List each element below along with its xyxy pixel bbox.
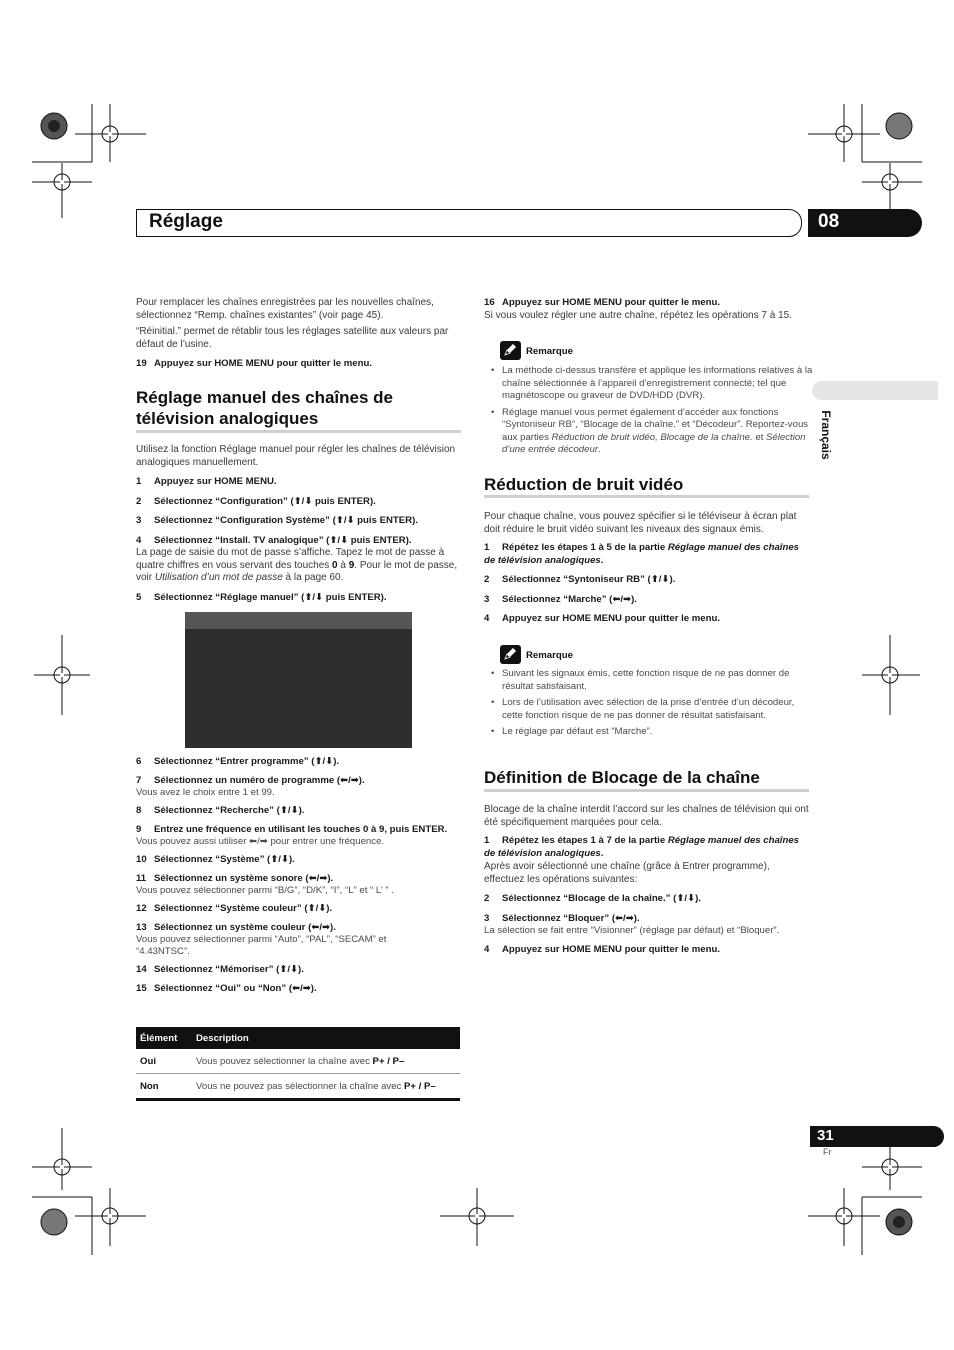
section-intro: Utilisez la fonction Réglage manuel pour régler les chaînes de télévision analogiques manuellement. xyxy=(136,444,456,468)
note-item: • La méthode ci-dessus transfère et applique les informations relatives à la chaîne sélectionnée à l’appareil d’enregistrement connecté; tel que magnétoscope ou graveur de DVD/HDD (DVR). xyxy=(502,365,814,403)
cross-reference: Réduction de bruit vidéo, Blocage de la chaîne. xyxy=(551,431,753,443)
step-text: Appuyez sur HOME MENU pour quitter le menu. xyxy=(154,358,373,369)
step-text: Sélectionnez “Bloquer” (⬅/➡). xyxy=(502,912,640,924)
note-pencil-icon xyxy=(500,645,521,664)
cross-reference: Réglage manuel des chaînes de télévision analogiques xyxy=(484,835,800,859)
section-title-noise-reduction: Réduction de bruit vidéo xyxy=(484,475,684,494)
step-text: Appuyez sur HOME MENU pour quitter le menu. xyxy=(502,944,721,955)
step-note: Vous pouvez aussi utiliser ⬅/➡ pour entrer une fréquence. xyxy=(136,836,385,847)
cross-reference: Réglage manuel des chaînes de télévision analogiques xyxy=(484,542,800,566)
section-3-intro: Blocage de la chaîne interdit l’accord sur les chaînes de télévision qui ont été spécifiquement marquées pour cela. xyxy=(484,804,809,828)
section-3-step-1 xyxy=(484,835,812,860)
step-text: Appuyez sur HOME MENU pour quitter le menu. xyxy=(502,613,721,624)
step-number: 4 xyxy=(484,944,490,955)
step-12 xyxy=(136,903,466,916)
step-number: 14 xyxy=(136,964,147,975)
text: à xyxy=(337,559,349,571)
language-label: Français xyxy=(819,410,833,460)
step-9 xyxy=(136,824,466,849)
step-text: Sélectionnez un système sonore (⬅/➡). xyxy=(154,872,334,884)
step-number: 13 xyxy=(136,921,147,933)
step-1 xyxy=(136,476,466,489)
step-note: Vous pouvez sélectionner parmi “B/G”, “D/K”, “I”, “L” et “ L’ ” . xyxy=(136,885,394,896)
section-rule xyxy=(484,495,809,498)
step-number: 2 xyxy=(136,495,142,507)
key-label: P+ / P– xyxy=(404,1080,436,1092)
step-number: 3 xyxy=(136,515,142,526)
step-text: Sélectionnez “Install. TV analogique” (⬆/⬇ puis ENTER). xyxy=(154,534,412,546)
section-2-intro: Pour chaque chaîne, vous pouvez spécifier si le téléviseur à écran plat doit réduire le bruit vidéo suivant les niveaux des signaux émis. xyxy=(484,511,797,535)
step-text: Sélectionnez “Mémoriser” (⬆/⬇). xyxy=(154,964,304,975)
step-7 xyxy=(136,775,466,800)
text: Réglage manuel vous permet également d’accéder aux fonctions “Syntoniseur RB”, “Blocage de la chaîne.” et “Décodeur”. Reportez-vous aux parties xyxy=(502,406,809,443)
step-number: 2 xyxy=(484,893,490,904)
note-item: • Le réglage par défaut est “Marche”. xyxy=(502,726,814,739)
note-label: Remarque xyxy=(526,650,573,661)
step-number: 7 xyxy=(136,774,142,786)
table-cell-desc xyxy=(192,1074,460,1100)
language-side-tab xyxy=(812,381,938,400)
step-2 xyxy=(136,496,466,509)
step-note: La sélection se fait entre “Visionner” (réglage par défaut) et “Bloquer”. xyxy=(484,925,780,936)
intro-paragraph-1: Pour remplacer les chaînes enregistrées par les nouvelles chaînes, sélectionnez “Remp. chaînes existantes” (voir page 45). xyxy=(136,297,434,321)
step-text: Sélectionnez “Système” (⬆/⬇). xyxy=(154,854,295,865)
step-text: Sélectionnez “Configuration Système” (⬆/⬇ puis ENTER). xyxy=(154,515,418,526)
step-text: . xyxy=(600,847,604,859)
page-number: 31 xyxy=(817,1127,834,1144)
step-text: Sélectionnez “Recherche” (⬆/⬇). xyxy=(154,805,305,816)
step-number: 1 xyxy=(136,476,142,487)
page-language-code: Fr xyxy=(823,1147,832,1157)
step-text: Sélectionnez un numéro de programme (⬅/➡). xyxy=(154,774,365,786)
step-4 xyxy=(484,613,814,626)
step-number: 5 xyxy=(136,592,142,603)
element-table xyxy=(136,1027,460,1101)
step-11 xyxy=(136,873,466,898)
step-16 xyxy=(484,297,810,310)
note-pencil-icon xyxy=(500,341,521,360)
chapter-title: Réglage xyxy=(149,211,223,232)
step-number: 3 xyxy=(484,593,490,605)
note-1-list xyxy=(484,365,814,461)
step-3 xyxy=(484,913,814,938)
tv-screen-illustration xyxy=(185,612,412,748)
step-3 xyxy=(484,594,814,607)
step-number: 2 xyxy=(484,574,490,585)
key-label: P+ / P– xyxy=(372,1055,405,1067)
step-number: 6 xyxy=(136,756,142,767)
step-text: Appuyez sur HOME MENU pour quitter le menu. xyxy=(502,297,721,308)
table-header-row xyxy=(136,1027,460,1049)
step-text: Sélectionnez un système couleur (⬅/➡). xyxy=(154,921,336,933)
step-2 xyxy=(484,574,814,587)
section-rule xyxy=(484,789,809,792)
step-number: 12 xyxy=(136,903,147,914)
cross-reference: Utilisation d’un mot de passe xyxy=(154,572,283,583)
steps-1-4 xyxy=(136,476,466,585)
step-text: Appuyez sur HOME MENU. xyxy=(154,476,277,487)
step-number: 1 xyxy=(484,542,490,553)
step-number: 4 xyxy=(484,613,490,624)
step-8 xyxy=(136,805,466,818)
text: et xyxy=(752,431,767,443)
note-2-list xyxy=(484,668,814,743)
table-cell-key: Oui xyxy=(136,1049,192,1074)
column-header: Élément xyxy=(136,1027,192,1049)
step-text: Sélectionnez “Système couleur” (⬆/⬇). xyxy=(154,903,333,914)
text: à la page 60. xyxy=(282,572,344,583)
step-text: Sélectionnez “Marche” (⬅/➡). xyxy=(502,593,637,605)
step-16-note: Si vous voulez régler une autre chaîne, répétez les opérations 7 à 15. xyxy=(484,310,792,321)
section-title-manual-tuning: Réglage manuel des chaînes de télévision analogiques xyxy=(136,388,393,428)
section-3-steps xyxy=(484,893,814,957)
step-number: 11 xyxy=(136,872,147,884)
step-number: 15 xyxy=(136,982,147,994)
steps-6-15 xyxy=(136,756,466,995)
note-item: • Suivant les signaux émis, cette fonction risque de ne pas donner de résultat satisfaisant. xyxy=(502,668,814,693)
table-cell-desc xyxy=(192,1049,460,1074)
table-cell-key: Non xyxy=(136,1074,192,1100)
page-number-badge xyxy=(810,1126,944,1147)
table-row xyxy=(136,1049,460,1074)
step-13 xyxy=(136,922,466,959)
step-3 xyxy=(136,515,466,528)
step-10 xyxy=(136,854,466,867)
step-text: Sélectionnez “Oui” ou “Non” (⬅/➡). xyxy=(154,982,317,994)
note-label: Remarque xyxy=(526,346,573,357)
step-text: Sélectionnez “Syntoniseur RB” (⬆/⬇). xyxy=(502,574,676,585)
step-number: 10 xyxy=(136,854,147,865)
chapter-number: 08 xyxy=(818,211,840,232)
step-text: . xyxy=(600,554,604,566)
step-text: Entrez une fréquence en utilisant les touches 0 à 9, puis ENTER. xyxy=(154,823,448,835)
step-6 xyxy=(136,756,466,769)
key-9: 9 xyxy=(348,559,355,571)
section-2-steps xyxy=(484,574,814,626)
step-5 xyxy=(136,592,462,605)
step-19 xyxy=(136,358,462,371)
section-title-channel-lock: Définition de Blocage de la chaîne xyxy=(484,768,760,787)
step-number: 9 xyxy=(136,823,142,835)
step-4 xyxy=(136,535,466,548)
step-15 xyxy=(136,983,466,996)
column-header: Description xyxy=(192,1027,460,1049)
screen-header-bar xyxy=(185,612,412,629)
step-note: Vous pouvez sélectionner parmi “Auto”, “PAL”, “SECAM” et “4.43NTSC”. xyxy=(136,934,387,957)
step-text: Répétez les étapes 1 à 5 de la partie xyxy=(502,542,668,553)
text: . Pour le mot de passe, voir xyxy=(136,559,458,583)
step-text: Sélectionnez “Configuration” (⬆/⬇ puis ENTER). xyxy=(154,495,376,507)
step-number: 3 xyxy=(484,912,490,924)
step-text: Sélectionnez “Entrer programme” (⬆/⬇). xyxy=(154,756,340,767)
step-note: Vous avez le choix entre 1 et 99. xyxy=(136,787,275,798)
section-3-step-1-note: Après avoir sélectionné une chaîne (grâce à Entrer programme), effectuez les opérations suivantes: xyxy=(484,861,770,885)
step-number: 19 xyxy=(136,358,147,369)
step-4 xyxy=(484,944,814,957)
table-row xyxy=(136,1074,460,1100)
step-4-note xyxy=(136,547,462,585)
step-number: 1 xyxy=(484,835,490,846)
section-2-step-1 xyxy=(484,542,812,567)
text: Vous pouvez sélectionner la chaîne avec xyxy=(196,1055,373,1067)
text: Vous ne pouvez pas sélectionner la chaîne avec xyxy=(196,1080,405,1092)
section-rule xyxy=(136,430,461,433)
step-text: Sélectionnez “Réglage manuel” (⬆/⬇ puis ENTER). xyxy=(154,592,387,603)
note-item xyxy=(502,407,814,457)
step-14 xyxy=(136,964,466,977)
text: La page de saisie du mot de passe s’affiche. Tapez le mot de passe à quatre chiffres en vous servant des touches xyxy=(136,547,445,571)
step-text: Sélectionnez “Blocage de la chaîne.” (⬆/⬇). xyxy=(502,893,701,904)
step-number: 16 xyxy=(484,297,495,308)
step-number: 4 xyxy=(136,534,142,546)
cross-reference: Sélection d’une entrée décodeur xyxy=(502,431,806,455)
intro-paragraph-2: “Réinitial.” permet de rétablir tous les réglages satellite aux valeurs par défaut de l’usine. xyxy=(136,326,449,350)
chapter-number-badge xyxy=(808,209,922,237)
note-item: • Lors de l’utilisation avec sélection de la prise d’entrée d’un décodeur, cette fonction risque de ne pas donner de résultat satisfaisant. xyxy=(502,697,814,722)
text: . xyxy=(598,444,601,455)
step-2 xyxy=(484,893,814,906)
step-text: Répétez les étapes 1 à 7 de la partie xyxy=(502,835,668,846)
chapter-header xyxy=(136,209,802,237)
key-0: 0 xyxy=(332,559,338,571)
step-number: 8 xyxy=(136,805,142,816)
